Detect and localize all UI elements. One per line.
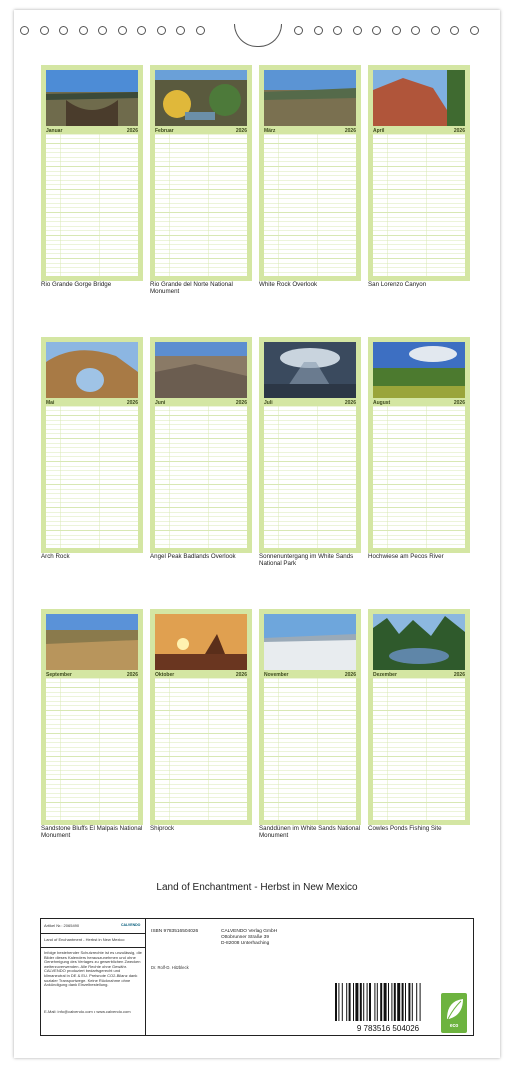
month-year: 2026 bbox=[235, 671, 247, 678]
month-year: 2026 bbox=[126, 127, 138, 134]
imprint-box bbox=[40, 918, 474, 1036]
month-year: 2026 bbox=[126, 399, 138, 406]
isbn: ISBN 9783516504026 bbox=[151, 929, 199, 934]
publisher-address bbox=[221, 929, 277, 947]
contact-email: E-Mail: info@calvendo.com • www.calvendo.com bbox=[44, 1009, 131, 1014]
month-name: Oktober bbox=[155, 671, 175, 678]
month-name: Juli bbox=[264, 399, 273, 406]
month-year: 2026 bbox=[344, 399, 356, 406]
month-photo-februar bbox=[155, 70, 247, 126]
month-year: 2026 bbox=[344, 127, 356, 134]
month-card-juli bbox=[259, 337, 361, 553]
month-name: September bbox=[46, 671, 72, 678]
imprint-left-column bbox=[41, 919, 146, 1035]
month-caption: Arch Rock bbox=[41, 553, 70, 560]
short-title: Land of Enchantment - Herbst in New Mexico bbox=[44, 937, 125, 942]
month-caption: Angel Peak Badlands Overlook bbox=[150, 553, 236, 560]
day-grid bbox=[155, 134, 247, 276]
month-name: April bbox=[373, 127, 385, 134]
month-caption: Cowles Ponds Fishing Site bbox=[368, 825, 442, 832]
month-caption: Sonnenuntergang im White Sands National Park bbox=[259, 553, 354, 567]
binding-ring bbox=[392, 26, 401, 35]
month-card-september bbox=[41, 609, 143, 825]
month-card-maerz bbox=[259, 65, 361, 281]
month-caption: Hochwiese am Pecos River bbox=[368, 553, 444, 560]
month-card-mai bbox=[41, 337, 143, 553]
binding-ring bbox=[157, 26, 166, 35]
month-photo-november bbox=[264, 614, 356, 670]
publisher-line: Ottobrunner Straße 39 bbox=[221, 935, 269, 940]
calendar-hanger bbox=[234, 24, 282, 47]
month-card-oktober bbox=[150, 609, 252, 825]
day-grid bbox=[155, 406, 247, 548]
month-photo-august bbox=[373, 342, 465, 398]
binding-ring bbox=[118, 26, 127, 35]
month-caption: Shiprock bbox=[150, 825, 175, 832]
binding-ring bbox=[314, 26, 323, 35]
month-card-januar bbox=[41, 65, 143, 281]
month-caption: White Rock Overlook bbox=[259, 281, 318, 288]
month-name: Mai bbox=[46, 399, 55, 406]
month-year: 2026 bbox=[235, 127, 247, 134]
publisher-line: D-82008 Unterhaching bbox=[221, 941, 270, 946]
eco-label: eco bbox=[449, 1023, 459, 1029]
binding-ring bbox=[79, 26, 88, 35]
month-year: 2026 bbox=[126, 671, 138, 678]
barcode bbox=[329, 981, 447, 1033]
eco-badge bbox=[441, 993, 467, 1033]
day-grid bbox=[46, 678, 138, 820]
binding-ring bbox=[372, 26, 381, 35]
day-grid bbox=[46, 134, 138, 276]
month-card-februar bbox=[150, 65, 252, 281]
binding-ring bbox=[59, 26, 68, 35]
binding-ring bbox=[353, 26, 362, 35]
month-photo-maerz bbox=[264, 70, 356, 126]
binding-ring bbox=[333, 26, 342, 35]
day-grid bbox=[373, 134, 465, 276]
publisher-line: CALVENDO Verlag GmbH bbox=[221, 929, 278, 934]
month-caption: Sanddünen im White Sands National Monument bbox=[259, 825, 361, 839]
calendar-title: Land of Enchantment - Herbst in New Mexico bbox=[156, 882, 358, 893]
barcode-number: 9 783516 504026 bbox=[356, 1024, 420, 1033]
author: Dr. Rolf-D. Hitzbleck bbox=[151, 965, 189, 970]
month-name: Januar bbox=[46, 127, 63, 134]
month-card-juni bbox=[150, 337, 252, 553]
month-year: 2026 bbox=[453, 399, 465, 406]
month-name: November bbox=[264, 671, 289, 678]
month-year: 2026 bbox=[235, 399, 247, 406]
month-name: August bbox=[373, 399, 391, 406]
binding-ring bbox=[98, 26, 107, 35]
month-name: März bbox=[264, 127, 276, 134]
month-year: 2026 bbox=[344, 671, 356, 678]
month-photo-april bbox=[373, 70, 465, 126]
binding-ring bbox=[470, 26, 479, 35]
month-year: 2026 bbox=[453, 127, 465, 134]
month-name: Dezember bbox=[373, 671, 397, 678]
day-grid bbox=[264, 678, 356, 820]
day-grid bbox=[373, 406, 465, 548]
binding-ring bbox=[431, 26, 440, 35]
month-photo-oktober bbox=[155, 614, 247, 670]
month-photo-juni bbox=[155, 342, 247, 398]
month-card-april bbox=[368, 65, 470, 281]
month-caption: San Lorenzo Canyon bbox=[368, 281, 427, 288]
month-photo-juli bbox=[264, 342, 356, 398]
month-photo-mai bbox=[46, 342, 138, 398]
month-photo-januar bbox=[46, 70, 138, 126]
calendar-sheet bbox=[14, 10, 500, 1058]
month-photo-dezember bbox=[373, 614, 465, 670]
day-grid bbox=[46, 406, 138, 548]
month-card-november bbox=[259, 609, 361, 825]
day-grid bbox=[373, 678, 465, 820]
month-caption: Rio Grande Gorge Bridge bbox=[41, 281, 112, 288]
binding-ring bbox=[450, 26, 459, 35]
wire-binding bbox=[14, 26, 500, 40]
binding-ring bbox=[196, 26, 205, 35]
day-grid bbox=[264, 134, 356, 276]
binding-ring bbox=[411, 26, 420, 35]
binding-ring bbox=[40, 26, 49, 35]
binding-ring bbox=[176, 26, 185, 35]
binding-ring bbox=[20, 26, 29, 35]
calvendo-logo: CALVENDO bbox=[121, 923, 141, 927]
month-name: Juni bbox=[155, 399, 166, 406]
day-grid bbox=[155, 678, 247, 820]
month-name: Februar bbox=[155, 127, 174, 134]
month-card-august bbox=[368, 337, 470, 553]
month-year: 2026 bbox=[453, 671, 465, 678]
binding-ring bbox=[294, 26, 303, 35]
binding-ring bbox=[137, 26, 146, 35]
month-card-dezember bbox=[368, 609, 470, 825]
legal-text: Infolge bestehender Schutzrechte ist es unzulässig, die Bilder dieses Kalenders herauszunehmen und ohne Genehmigung des Verlages zu gewerblichen Zwecken weiterzuverwenden. Alle Rechte ohne Gewähr. CALVENDO produziert bedarfsgerecht und klimaneutral in DE & EU. Preisnote CO2-Bilanz dank sozialer Transportwege. Keine Rücknahme ohne Ankündigung dank Einzelbestellung. bbox=[44, 950, 142, 988]
month-photo-september bbox=[46, 614, 138, 670]
month-caption: Sandstone Bluffs El Malpais National Monument bbox=[41, 825, 143, 839]
month-caption: Rio Grande del Norte National Monument bbox=[150, 281, 233, 295]
article-number: Artikel Nr.: 2065490 bbox=[44, 923, 80, 928]
day-grid bbox=[264, 406, 356, 548]
